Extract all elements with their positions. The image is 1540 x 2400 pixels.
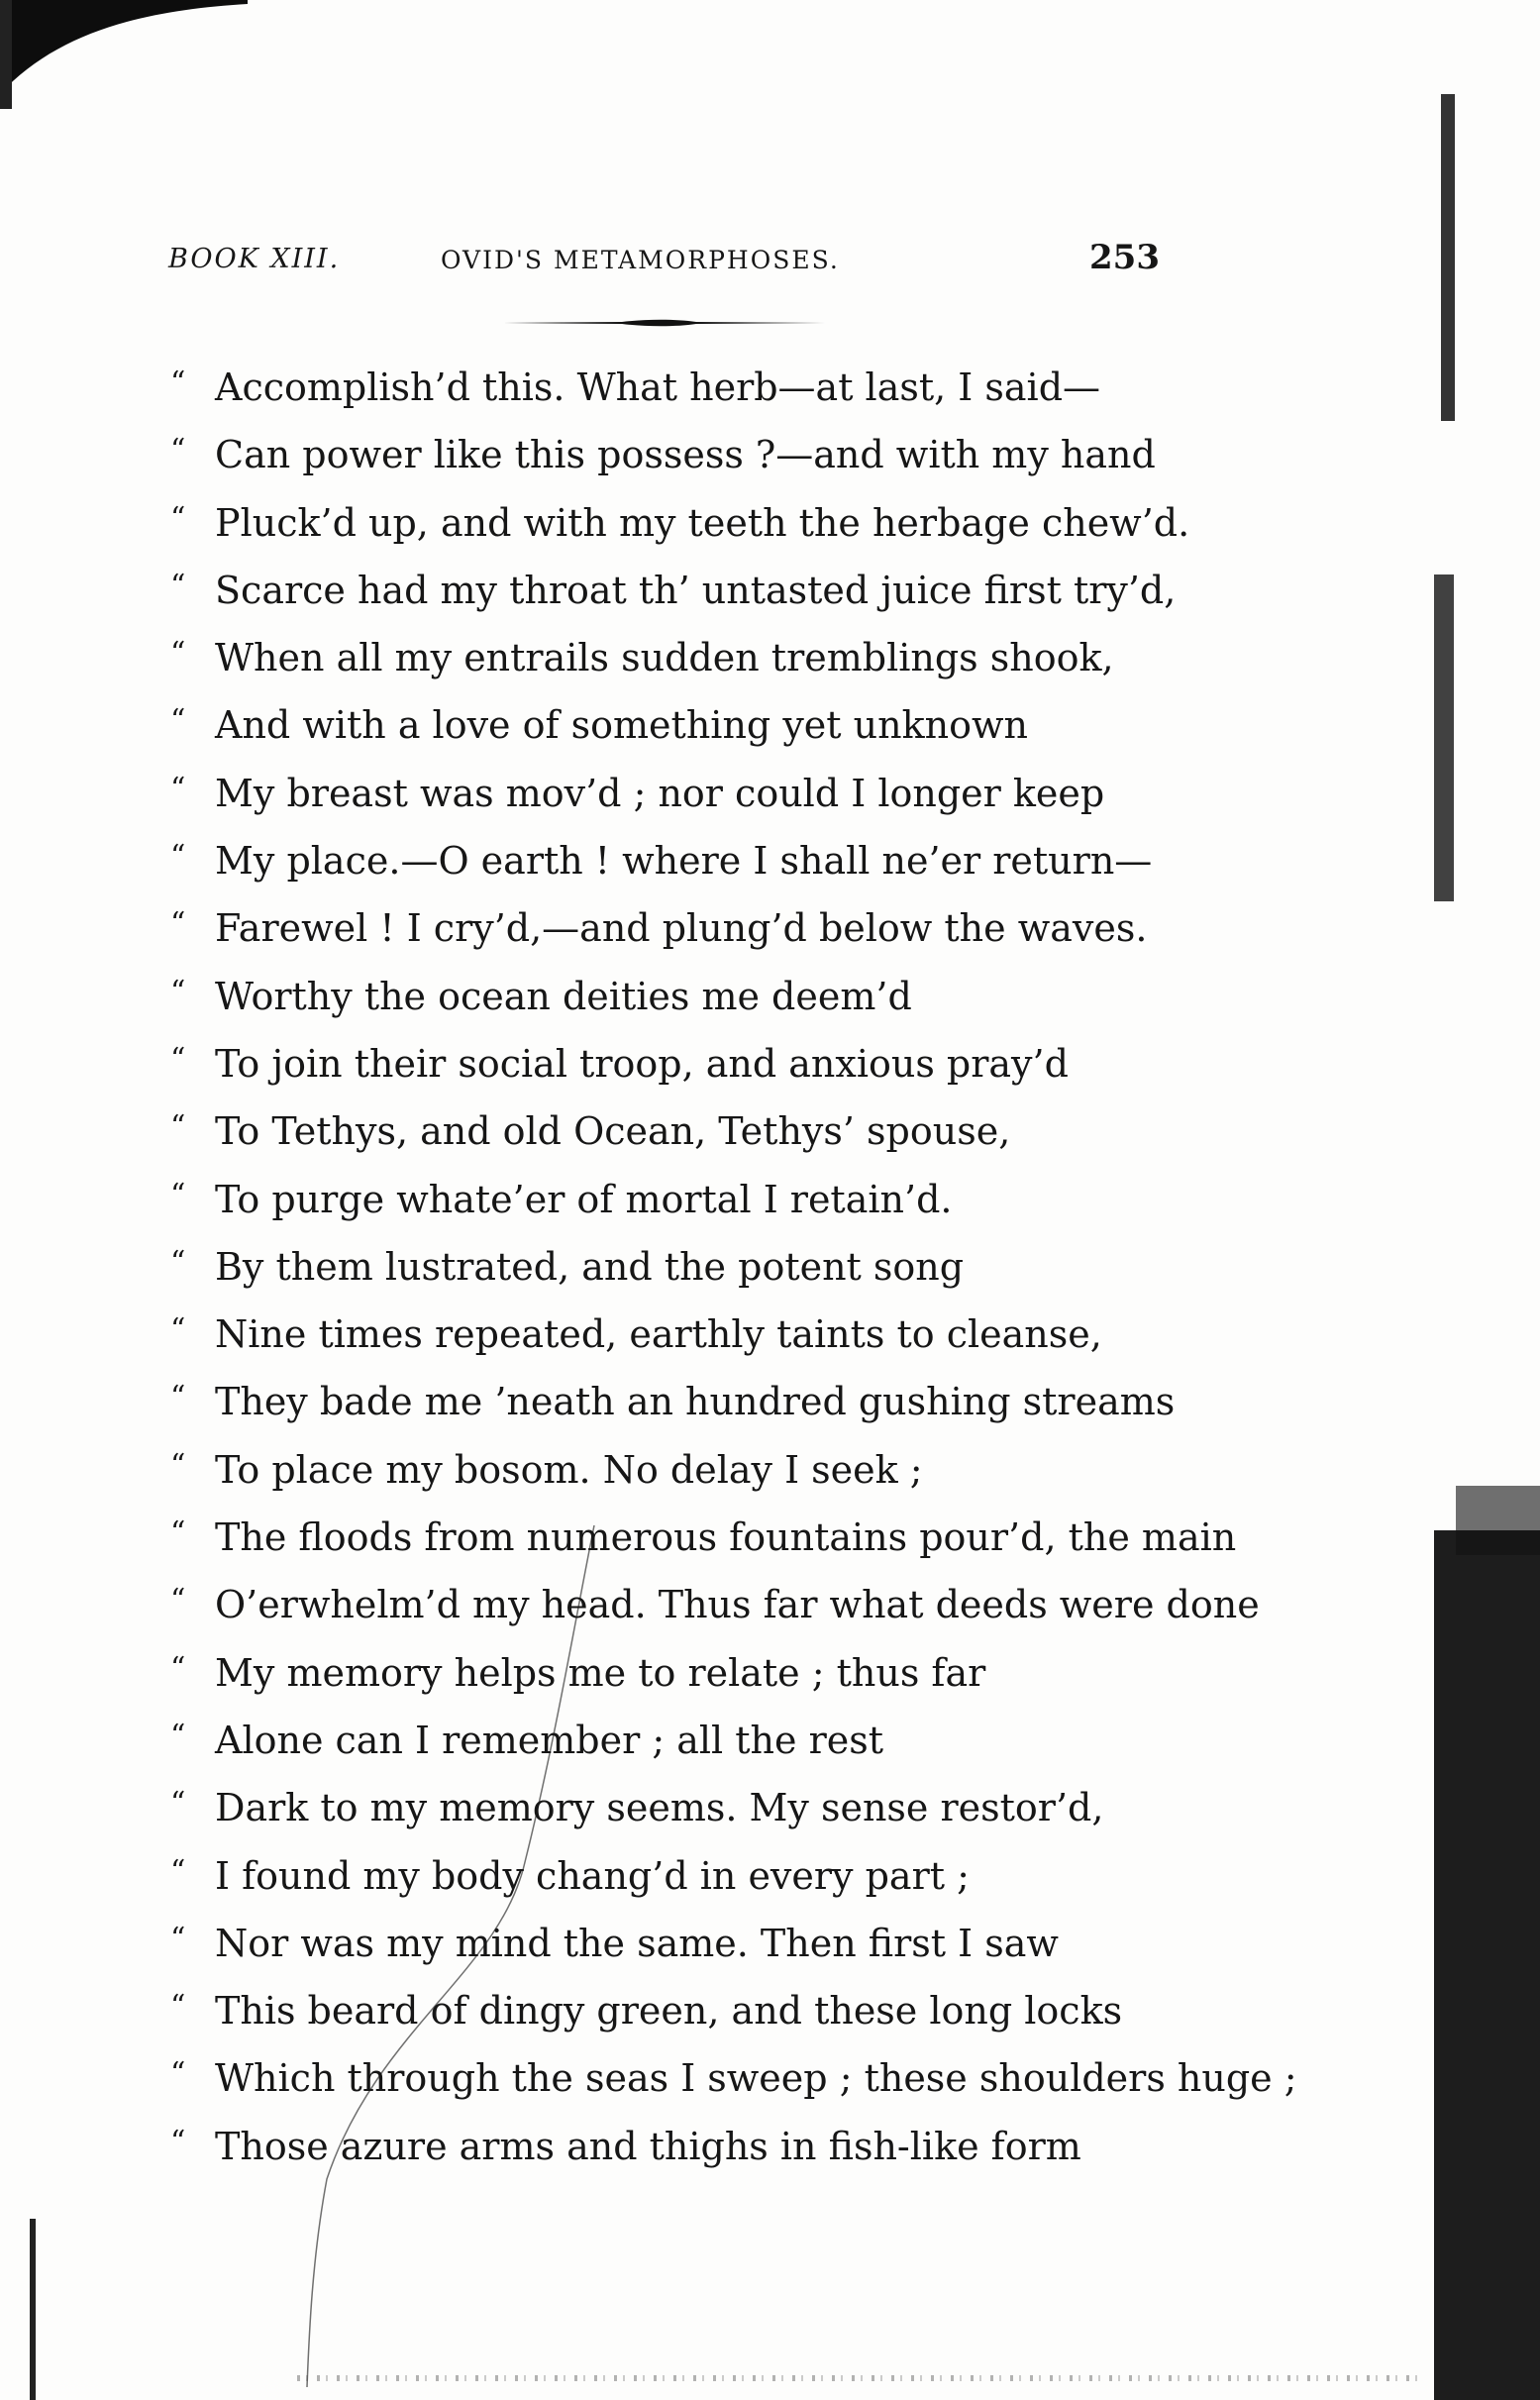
quote-mark: “ <box>170 1515 186 1551</box>
quote-mark: “ <box>170 1109 186 1145</box>
quote-mark: “ <box>170 1447 186 1483</box>
verse-text: Can power like this possess ?—and with my hand <box>215 433 1156 477</box>
verse-line <box>170 421 1280 488</box>
verse-text: I found my body chang’d in every part ; <box>215 1853 970 1898</box>
quote-mark: “ <box>170 839 186 875</box>
verse-line <box>170 557 1280 624</box>
quote-mark: “ <box>170 1244 186 1280</box>
verse-line <box>170 1233 1280 1301</box>
verse-text: To place my bosom. No delay I seek ; <box>215 1447 923 1492</box>
verse-line <box>170 1301 1280 1368</box>
verse-text: Alone can I remember ; all the rest <box>215 1718 884 1762</box>
verse-line <box>170 963 1280 1030</box>
quote-mark: “ <box>170 1989 186 2025</box>
quote-mark: “ <box>170 1786 186 1822</box>
verse-line <box>170 1842 1280 1910</box>
quote-mark: “ <box>170 1380 186 1415</box>
verse-line <box>170 1571 1280 1638</box>
verse-line <box>170 827 1280 894</box>
verse-line <box>170 489 1280 557</box>
header-rule <box>503 319 825 327</box>
verse-text: My place.—O earth ! where I shall ne’er return— <box>215 839 1153 884</box>
verse-text: To Tethys, and old Ocean, Tethys’ spouse, <box>215 1109 1011 1154</box>
verse-line <box>170 691 1280 759</box>
verse-line <box>170 1368 1280 1435</box>
quote-mark: “ <box>170 906 186 942</box>
verse-text: They bade me ’neath an hundred gushing streams <box>215 1380 1176 1424</box>
verse-text: When all my entrails sudden tremblings shook, <box>215 636 1114 680</box>
verse-block <box>170 354 1297 2180</box>
verse-line <box>170 2044 1297 2112</box>
verse-text: Nor was my mind the same. Then first I saw <box>215 1921 1059 1965</box>
verse-line <box>170 1977 1280 2044</box>
verse-text: My breast was mov’d ; nor could I longer keep <box>215 771 1105 815</box>
verse-text: To join their social troop, and anxious pray’d <box>215 1041 1069 1086</box>
verse-line <box>170 1097 1280 1165</box>
quote-mark: “ <box>170 500 186 536</box>
quote-mark: “ <box>170 2124 186 2159</box>
quote-mark: “ <box>170 636 186 672</box>
quote-mark: “ <box>170 1177 186 1212</box>
page-number: 253 <box>1089 238 1160 277</box>
verse-text: Those azure arms and thighs in fish-like form <box>215 2124 1081 2168</box>
verse-line <box>170 1774 1280 1841</box>
verse-line <box>170 1707 1280 1774</box>
running-head <box>168 238 1159 287</box>
verse-line <box>170 1504 1280 1571</box>
quote-mark: “ <box>170 2056 186 2092</box>
quote-mark: “ <box>170 974 186 1009</box>
book-label: BOOK XIII. <box>168 244 341 274</box>
verse-text: By them lustrated, and the potent song <box>215 1244 965 1289</box>
verse-line <box>170 2113 1280 2180</box>
quote-mark: “ <box>170 1041 186 1077</box>
quote-mark: “ <box>170 1583 186 1618</box>
verse-line <box>170 1436 1280 1504</box>
verse-line <box>170 1910 1280 1977</box>
quote-mark: “ <box>170 1921 186 1956</box>
verse-text: O’erwhelm’d my head. Thus far what deeds were done <box>215 1583 1260 1627</box>
verse-line <box>170 894 1280 962</box>
verse-text: Worthy the ocean deities me deem’d <box>215 974 912 1018</box>
verse-text: Nine times repeated, earthly taints to cleanse, <box>215 1312 1102 1357</box>
verse-text: Dark to my memory seems. My sense restor’d, <box>215 1786 1104 1830</box>
verse-text: Scarce had my throat th’ untasted juice first try’d, <box>215 568 1177 612</box>
verse-text: To purge whate’er of mortal I retain’d. <box>215 1177 953 1221</box>
quote-mark: “ <box>170 703 186 739</box>
quote-mark: “ <box>170 1718 186 1753</box>
quote-mark: “ <box>170 365 186 400</box>
verse-text: Farewel ! I cry’d,—and plung’d below the waves. <box>215 906 1148 951</box>
verse-line <box>170 1030 1280 1097</box>
quote-mark: “ <box>170 433 186 469</box>
verse-text: Which through the seas I sweep ; these shoulders huge ; <box>215 2056 1297 2101</box>
quote-mark: “ <box>170 771 186 806</box>
verse-text: Accomplish’d this. What herb—at last, I said— <box>215 365 1101 409</box>
quote-mark: “ <box>170 568 186 603</box>
quote-mark: “ <box>170 1650 186 1686</box>
work-title: OVID'S METAMORPHOSES. <box>441 246 840 274</box>
verse-text: This beard of dingy green, and these long locks <box>215 1989 1123 2034</box>
quote-mark: “ <box>170 1853 186 1889</box>
verse-text: My memory helps me to relate ; thus far <box>215 1650 986 1695</box>
verse-text: And with a love of something yet unknown <box>215 703 1028 748</box>
verse-line <box>170 624 1280 691</box>
quote-mark: “ <box>170 1312 186 1348</box>
verse-line <box>170 760 1280 827</box>
verse-line <box>170 1639 1280 1707</box>
verse-text: Pluck’d up, and with my teeth the herbage chew’d. <box>215 500 1190 545</box>
verse-line <box>170 354 1280 421</box>
verse-text: The floods from numerous fountains pour’d, the main <box>215 1515 1237 1560</box>
verse-line <box>170 1166 1280 1233</box>
